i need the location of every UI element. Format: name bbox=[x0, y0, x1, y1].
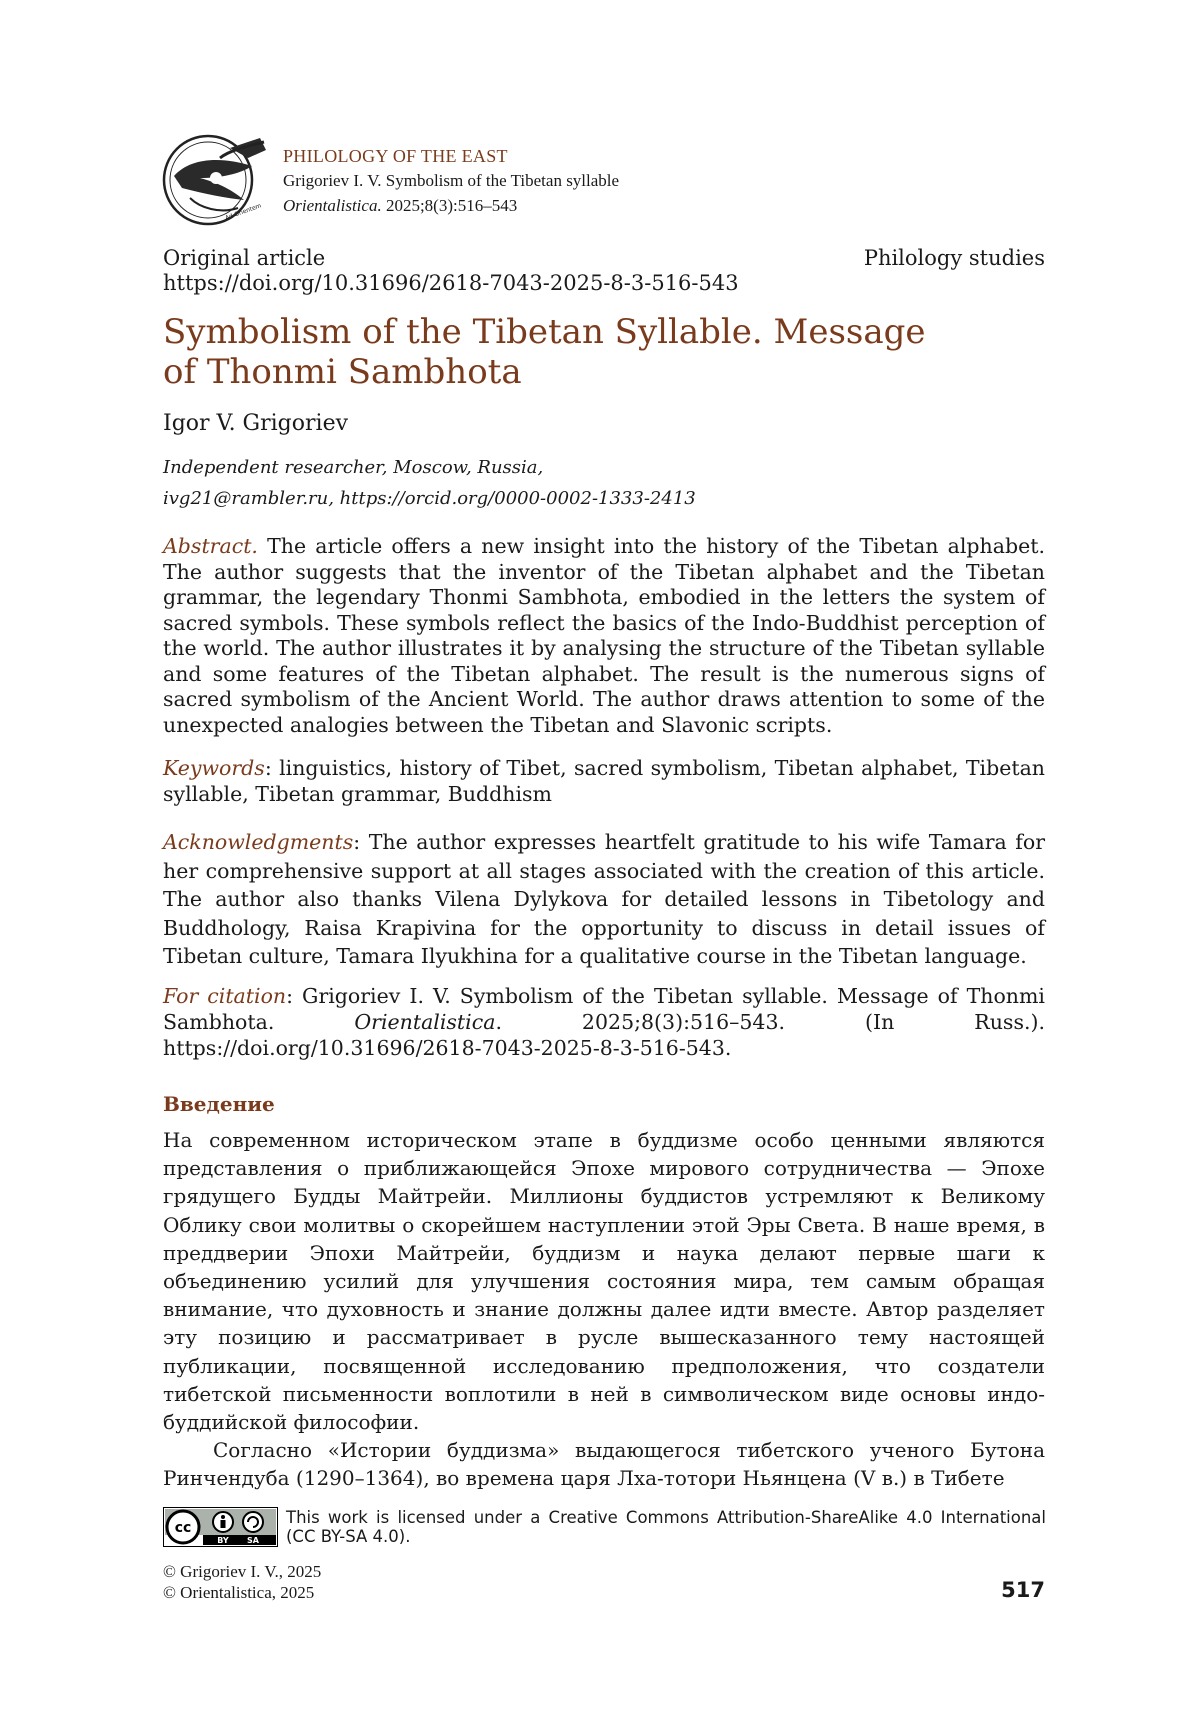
abstract-text: The article offers a new insight into the history of the Tibetan alphabet. The author suggests that the inventor of the Tibetan alphabet and the Tibetan grammar, the legendary Thonmi Sambhota, embodied in the letters the system of sacred symbols. These symbols reflect the basics of the Indo-Buddhist perception of the world. The author illustrates it by analysing the structure of the Tibetan syllable and some features of the Tibetan alphabet. The result is the numerous signs of sacred symbolism of the Ancient World. The author draws attention to some of the unexpected analogies between the Tibetan and Slavonic scripts. bbox=[163, 534, 1045, 737]
keywords-text: : linguistics, history of Tibet, sacred symbolism, Tibetan alphabet, Tibetan syllable, Tibetan grammar, Buddhism bbox=[163, 756, 1045, 806]
title-line-2: of Thonmi Sambhota bbox=[163, 352, 522, 392]
abstract-label: Abstract. bbox=[163, 534, 258, 558]
cc-label: cc bbox=[174, 1520, 192, 1536]
citation-journal: Orientalistica bbox=[354, 1010, 496, 1034]
cc-license-icon bbox=[163, 1507, 278, 1547]
copyright-block bbox=[163, 1561, 321, 1603]
article-title bbox=[163, 312, 1063, 392]
author-name: Igor V. Grigoriev bbox=[163, 411, 349, 436]
keywords-label: Keywords bbox=[163, 756, 265, 780]
article-category: Philology studies bbox=[863, 246, 1045, 270]
journal-title-italic: Orientalistica. bbox=[283, 196, 382, 215]
author-affiliation bbox=[163, 452, 696, 514]
body-paragraph-1: На современном историческом этапе в буддизме особо ценными являются представления о приближающейся Эпохе мирового сотрудничества — Эпохе грядущего Будды Майтрейи. Миллионы буддистов устремляют к Великому Облику свои молитвы о скорейшем наступлении этой Эры Света. В наше время, в преддверии Эпохи Майтрейи, буддизм и наука делают первые шаги к объединению усилий для улучшения состояния мира, тем самым обращая внимание, что духовность и знание должны далее идти вместе. Автор разделяет эту позицию и рассматривает в русле вышесказанного тему настоящей публикации, посвященной исследованию предположения, что создатели тибетской письменности воплотили в ней в символическом виде основы индо-буддийской философии. bbox=[163, 1128, 1045, 1435]
logo-text: Ad Orientem bbox=[224, 202, 263, 222]
license-text: This work is licensed under a Creative Commons Attribution-ShareAlike 4.0 International (CC BY-SA 4.0). bbox=[286, 1508, 1046, 1546]
acknowledgments bbox=[163, 828, 1045, 971]
article-type: Original article bbox=[163, 246, 326, 270]
running-title: Grigoriev I. V. Symbolism of the Tibetan syllable bbox=[283, 171, 620, 190]
citation-text-2: . 2025;8(3):516–543. (In Russ.). https://doi.org/10.31696/2618-7043-2025-8-3-516-543. bbox=[163, 1010, 1045, 1060]
journal-name: PHILOLOGY OF THE EAST bbox=[283, 146, 508, 166]
page-number: 517 bbox=[1001, 1578, 1045, 1602]
acknowledgments-text: : The author expresses heartfelt gratitude to his wife Tamara for her comprehensive support at all stages associated with the creation of this article. The author also thanks Vilena Dylykova for detailed lessons in Tibetology and Buddhology, Raisa Krapivina for the opportunity to discuss in detail issues of Tibetan culture, Tamara Ilyukhina for a qualitative course in the Tibetan language. bbox=[163, 830, 1045, 968]
issue-info: 2025;8(3):516–543 bbox=[381, 196, 518, 215]
journal-logo-icon bbox=[160, 128, 270, 228]
article-meta bbox=[163, 246, 739, 296]
keywords bbox=[163, 756, 1045, 807]
journal-header bbox=[283, 144, 619, 218]
citation-label: For citation bbox=[163, 984, 287, 1008]
doi-link[interactable]: https://doi.org/10.31696/2618-7043-2025-8-3-516-543 bbox=[163, 271, 739, 295]
journal-issue bbox=[283, 193, 619, 218]
title-line-1: Symbolism of the Tibetan Syllable. Message bbox=[163, 312, 926, 352]
copyright-author: © Grigoriev I. V., 2025 bbox=[163, 1562, 322, 1581]
section-heading: Введение bbox=[163, 1092, 275, 1116]
affiliation-text: Independent researcher, Moscow, Russia, bbox=[163, 457, 544, 478]
citation-text: : Grigoriev I. V. Symbolism of the Tibetan syllable. Message of Thonmi Sambhota. bbox=[163, 984, 1045, 1034]
body-paragraph-2: Согласно «Истории буддизма» выдающегося тибетского ученого Бутона Ринчендуба (1290–1364), во времена царя Лха-тотори Ньянцена (V в.) в Тибете bbox=[163, 1438, 1045, 1491]
by-label: BY bbox=[217, 1536, 229, 1545]
citation bbox=[163, 983, 1045, 1061]
acknowledgments-label: Acknowledgments bbox=[163, 830, 354, 854]
copyright-journal: © Orientalistica, 2025 bbox=[163, 1583, 315, 1602]
author-contacts[interactable]: ivg21@rambler.ru, https://orcid.org/0000-0002-1333-2413 bbox=[163, 488, 696, 509]
sa-label: SA bbox=[247, 1536, 259, 1545]
abstract bbox=[163, 534, 1045, 738]
